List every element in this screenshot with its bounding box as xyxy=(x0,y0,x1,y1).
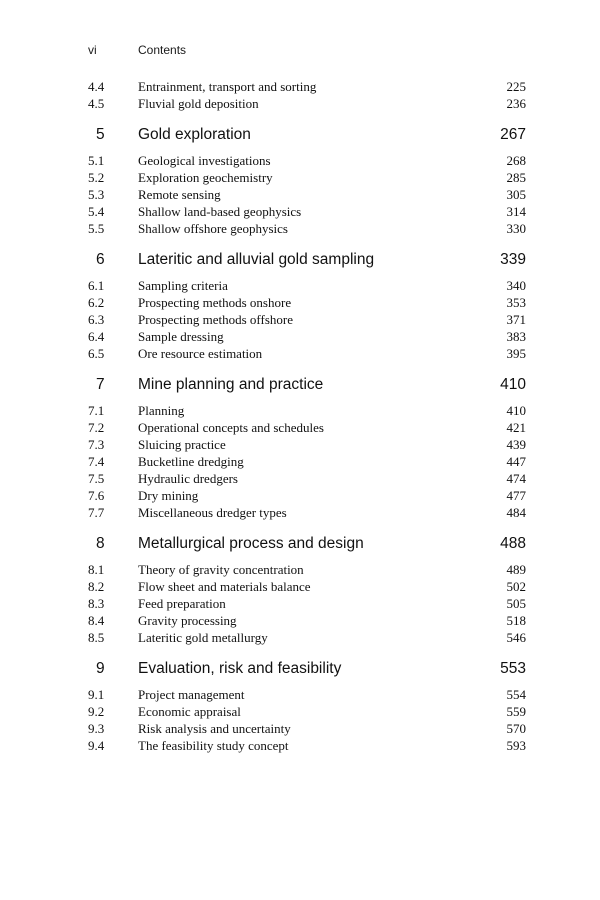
toc-entry-number: 5.5 xyxy=(88,221,105,236)
chapter-heading-title: Lateritic and alluvial gold sampling xyxy=(138,251,375,268)
chapter-heading-title: Evaluation, risk and feasibility xyxy=(138,660,342,677)
toc-entry xyxy=(88,612,528,629)
chapter-heading-page-number: 339 xyxy=(500,251,526,268)
toc-entry xyxy=(88,686,528,703)
chapter-heading-number: 7 xyxy=(96,376,105,393)
toc-entry-title: Dry mining xyxy=(138,488,199,503)
chapter-heading-title: Mine planning and practice xyxy=(138,376,324,393)
toc-entry-title: Planning xyxy=(138,403,185,418)
toc-entry-number: 6.2 xyxy=(88,295,105,310)
toc-entry-title: Feed preparation xyxy=(138,596,226,611)
toc-entry-number: 6.3 xyxy=(88,312,105,327)
chapter-heading-number: 5 xyxy=(96,126,105,143)
toc-entry-number: 7.2 xyxy=(88,420,105,435)
toc-entry-number: 9.4 xyxy=(88,738,105,753)
toc-entry-number: 7.5 xyxy=(88,471,105,486)
toc-entry-number: 7.1 xyxy=(88,403,105,418)
toc-entry-title: Shallow offshore geophysics xyxy=(138,221,288,236)
toc-entry-title: Economic appraisal xyxy=(138,704,241,719)
toc-entry-number: 5.3 xyxy=(88,187,105,202)
toc-entry-title: Remote sensing xyxy=(138,187,221,202)
toc-entry-title: Sampling criteria xyxy=(138,278,228,293)
toc-entry xyxy=(88,328,528,345)
toc-entry-number: 8.5 xyxy=(88,630,105,645)
toc-entry-title: Entrainment, transport and sorting xyxy=(138,79,317,94)
toc-entry-page-number: 225 xyxy=(506,79,526,94)
toc-entry-page-number: 477 xyxy=(506,488,526,503)
toc-entry-page-number: 421 xyxy=(506,420,526,435)
toc-entry-page-number: 314 xyxy=(506,204,526,219)
toc-entry-title: Fluvial gold deposition xyxy=(138,96,259,111)
toc-entry-number: 7.4 xyxy=(88,454,105,469)
chapter-heading-title: Gold exploration xyxy=(138,126,251,143)
toc-entry xyxy=(88,220,528,237)
toc-entry xyxy=(88,737,528,754)
toc-entry-title: Prospecting methods onshore xyxy=(138,295,292,310)
toc-entry-page-number: 236 xyxy=(506,96,526,111)
toc-entry-title: Geological investigations xyxy=(138,153,271,168)
toc-entry-number: 7.7 xyxy=(88,505,105,520)
toc-entry xyxy=(88,561,528,578)
toc-entry-number: 9.1 xyxy=(88,687,105,702)
toc-entry-page-number: 505 xyxy=(506,596,526,611)
toc-entry-number: 6.1 xyxy=(88,278,105,293)
toc-entry-title: The feasibility study concept xyxy=(138,738,289,753)
toc-entry-page-number: 593 xyxy=(506,738,526,753)
toc-entry-number: 8.2 xyxy=(88,579,105,594)
toc-entry-page-number: 268 xyxy=(506,153,526,168)
toc-entry-number: 4.5 xyxy=(88,96,105,111)
toc-entry-title: Theory of gravity concentration xyxy=(138,562,304,577)
toc-entry-title: Flow sheet and materials balance xyxy=(138,579,311,594)
toc-entry-number: 7.6 xyxy=(88,488,105,503)
toc-entry-title: Hydraulic dredgers xyxy=(138,471,238,486)
toc-entry-page-number: 383 xyxy=(506,329,526,344)
chapter-heading-page-number: 267 xyxy=(500,126,526,143)
toc-entry-page-number: 330 xyxy=(506,221,526,236)
toc-entry-title: Miscellaneous dredger types xyxy=(138,505,287,520)
chapter-heading xyxy=(88,658,528,680)
toc-entry xyxy=(88,95,528,112)
toc-entry-title: Sample dressing xyxy=(138,329,224,344)
chapter-heading-page-number: 553 xyxy=(500,660,526,677)
toc-entry-page-number: 371 xyxy=(506,312,526,327)
toc-entry-page-number: 546 xyxy=(506,630,526,645)
toc-entry xyxy=(88,311,528,328)
chapter-heading-title: Metallurgical process and design xyxy=(138,535,364,552)
toc-entry-page-number: 353 xyxy=(506,295,526,310)
toc-entry-number: 5.4 xyxy=(88,204,105,219)
toc-entry-page-number: 570 xyxy=(506,721,526,736)
chapter-heading xyxy=(88,124,528,146)
toc-entry xyxy=(88,169,528,186)
toc-entry xyxy=(88,277,528,294)
toc-entry xyxy=(88,595,528,612)
toc-entry-page-number: 518 xyxy=(506,613,526,628)
chapter-heading xyxy=(88,249,528,271)
toc-entry xyxy=(88,294,528,311)
toc-entry-page-number: 305 xyxy=(506,187,526,202)
toc-entry-title: Exploration geochemistry xyxy=(138,170,273,185)
chapter-heading-page-number: 410 xyxy=(500,376,526,393)
chapter-heading-page-number: 488 xyxy=(500,535,526,552)
toc-entry-page-number: 474 xyxy=(506,471,526,486)
toc-entry xyxy=(88,186,528,203)
toc-entry xyxy=(88,703,528,720)
page-number: vi xyxy=(88,43,97,57)
toc-entry-number: 8.3 xyxy=(88,596,105,611)
toc-entry-title: Prospecting methods offshore xyxy=(138,312,294,327)
toc-entry xyxy=(88,470,528,487)
toc-entry xyxy=(88,78,528,95)
toc-entry xyxy=(88,419,528,436)
toc-entry-title: Operational concepts and schedules xyxy=(138,420,324,435)
toc-entry-title: Sluicing practice xyxy=(138,437,226,452)
toc-entry-number: 6.5 xyxy=(88,346,105,361)
toc-entry-title: Risk analysis and uncertainty xyxy=(138,721,291,736)
toc-entry-number: 4.4 xyxy=(88,79,105,94)
toc-entry-page-number: 484 xyxy=(506,505,526,520)
toc-entry-title: Bucketline dredging xyxy=(138,454,244,469)
toc-entry-title: Project management xyxy=(138,687,245,702)
toc-entry xyxy=(88,436,528,453)
toc-entry xyxy=(88,453,528,470)
toc-entry xyxy=(88,720,528,737)
chapter-heading xyxy=(88,374,528,396)
toc-entry-number: 8.1 xyxy=(88,562,105,577)
toc-entry-title: Ore resource estimation xyxy=(138,346,263,361)
toc-entry-number: 8.4 xyxy=(88,613,105,628)
toc-entry xyxy=(88,487,528,504)
running-title: Contents xyxy=(138,43,187,57)
toc-entry-number: 7.3 xyxy=(88,437,105,452)
toc-entry-title: Gravity processing xyxy=(138,613,237,628)
toc-entry-page-number: 285 xyxy=(506,170,526,185)
toc-entry xyxy=(88,504,528,521)
toc-entry-number: 9.2 xyxy=(88,704,105,719)
toc-entry-page-number: 395 xyxy=(506,346,526,361)
toc-entry-page-number: 489 xyxy=(506,562,526,577)
toc-entry xyxy=(88,578,528,595)
toc-entry-page-number: 439 xyxy=(506,437,526,452)
toc-entry xyxy=(88,152,528,169)
toc-entry-page-number: 410 xyxy=(506,403,526,418)
chapter-heading xyxy=(88,533,528,555)
toc-entry-page-number: 559 xyxy=(506,704,526,719)
toc-entry-number: 5.2 xyxy=(88,170,105,185)
toc-entry-number: 9.3 xyxy=(88,721,105,736)
toc-entry-title: Shallow land-based geophysics xyxy=(138,204,302,219)
toc-entry-page-number: 340 xyxy=(506,278,526,293)
toc-entry-page-number: 447 xyxy=(506,454,526,469)
toc-entry-page-number: 502 xyxy=(506,579,526,594)
toc-entry-number: 6.4 xyxy=(88,329,105,344)
toc-entry-title: Lateritic gold metallurgy xyxy=(138,630,268,645)
toc-entry xyxy=(88,402,528,419)
chapter-heading-number: 9 xyxy=(96,660,105,677)
chapter-heading-number: 8 xyxy=(96,535,105,552)
toc-entry xyxy=(88,629,528,646)
toc-entry xyxy=(88,345,528,362)
toc-entry-number: 5.1 xyxy=(88,153,105,168)
toc-entry xyxy=(88,203,528,220)
toc-entry-page-number: 554 xyxy=(506,687,526,702)
chapter-heading-number: 6 xyxy=(96,251,105,268)
